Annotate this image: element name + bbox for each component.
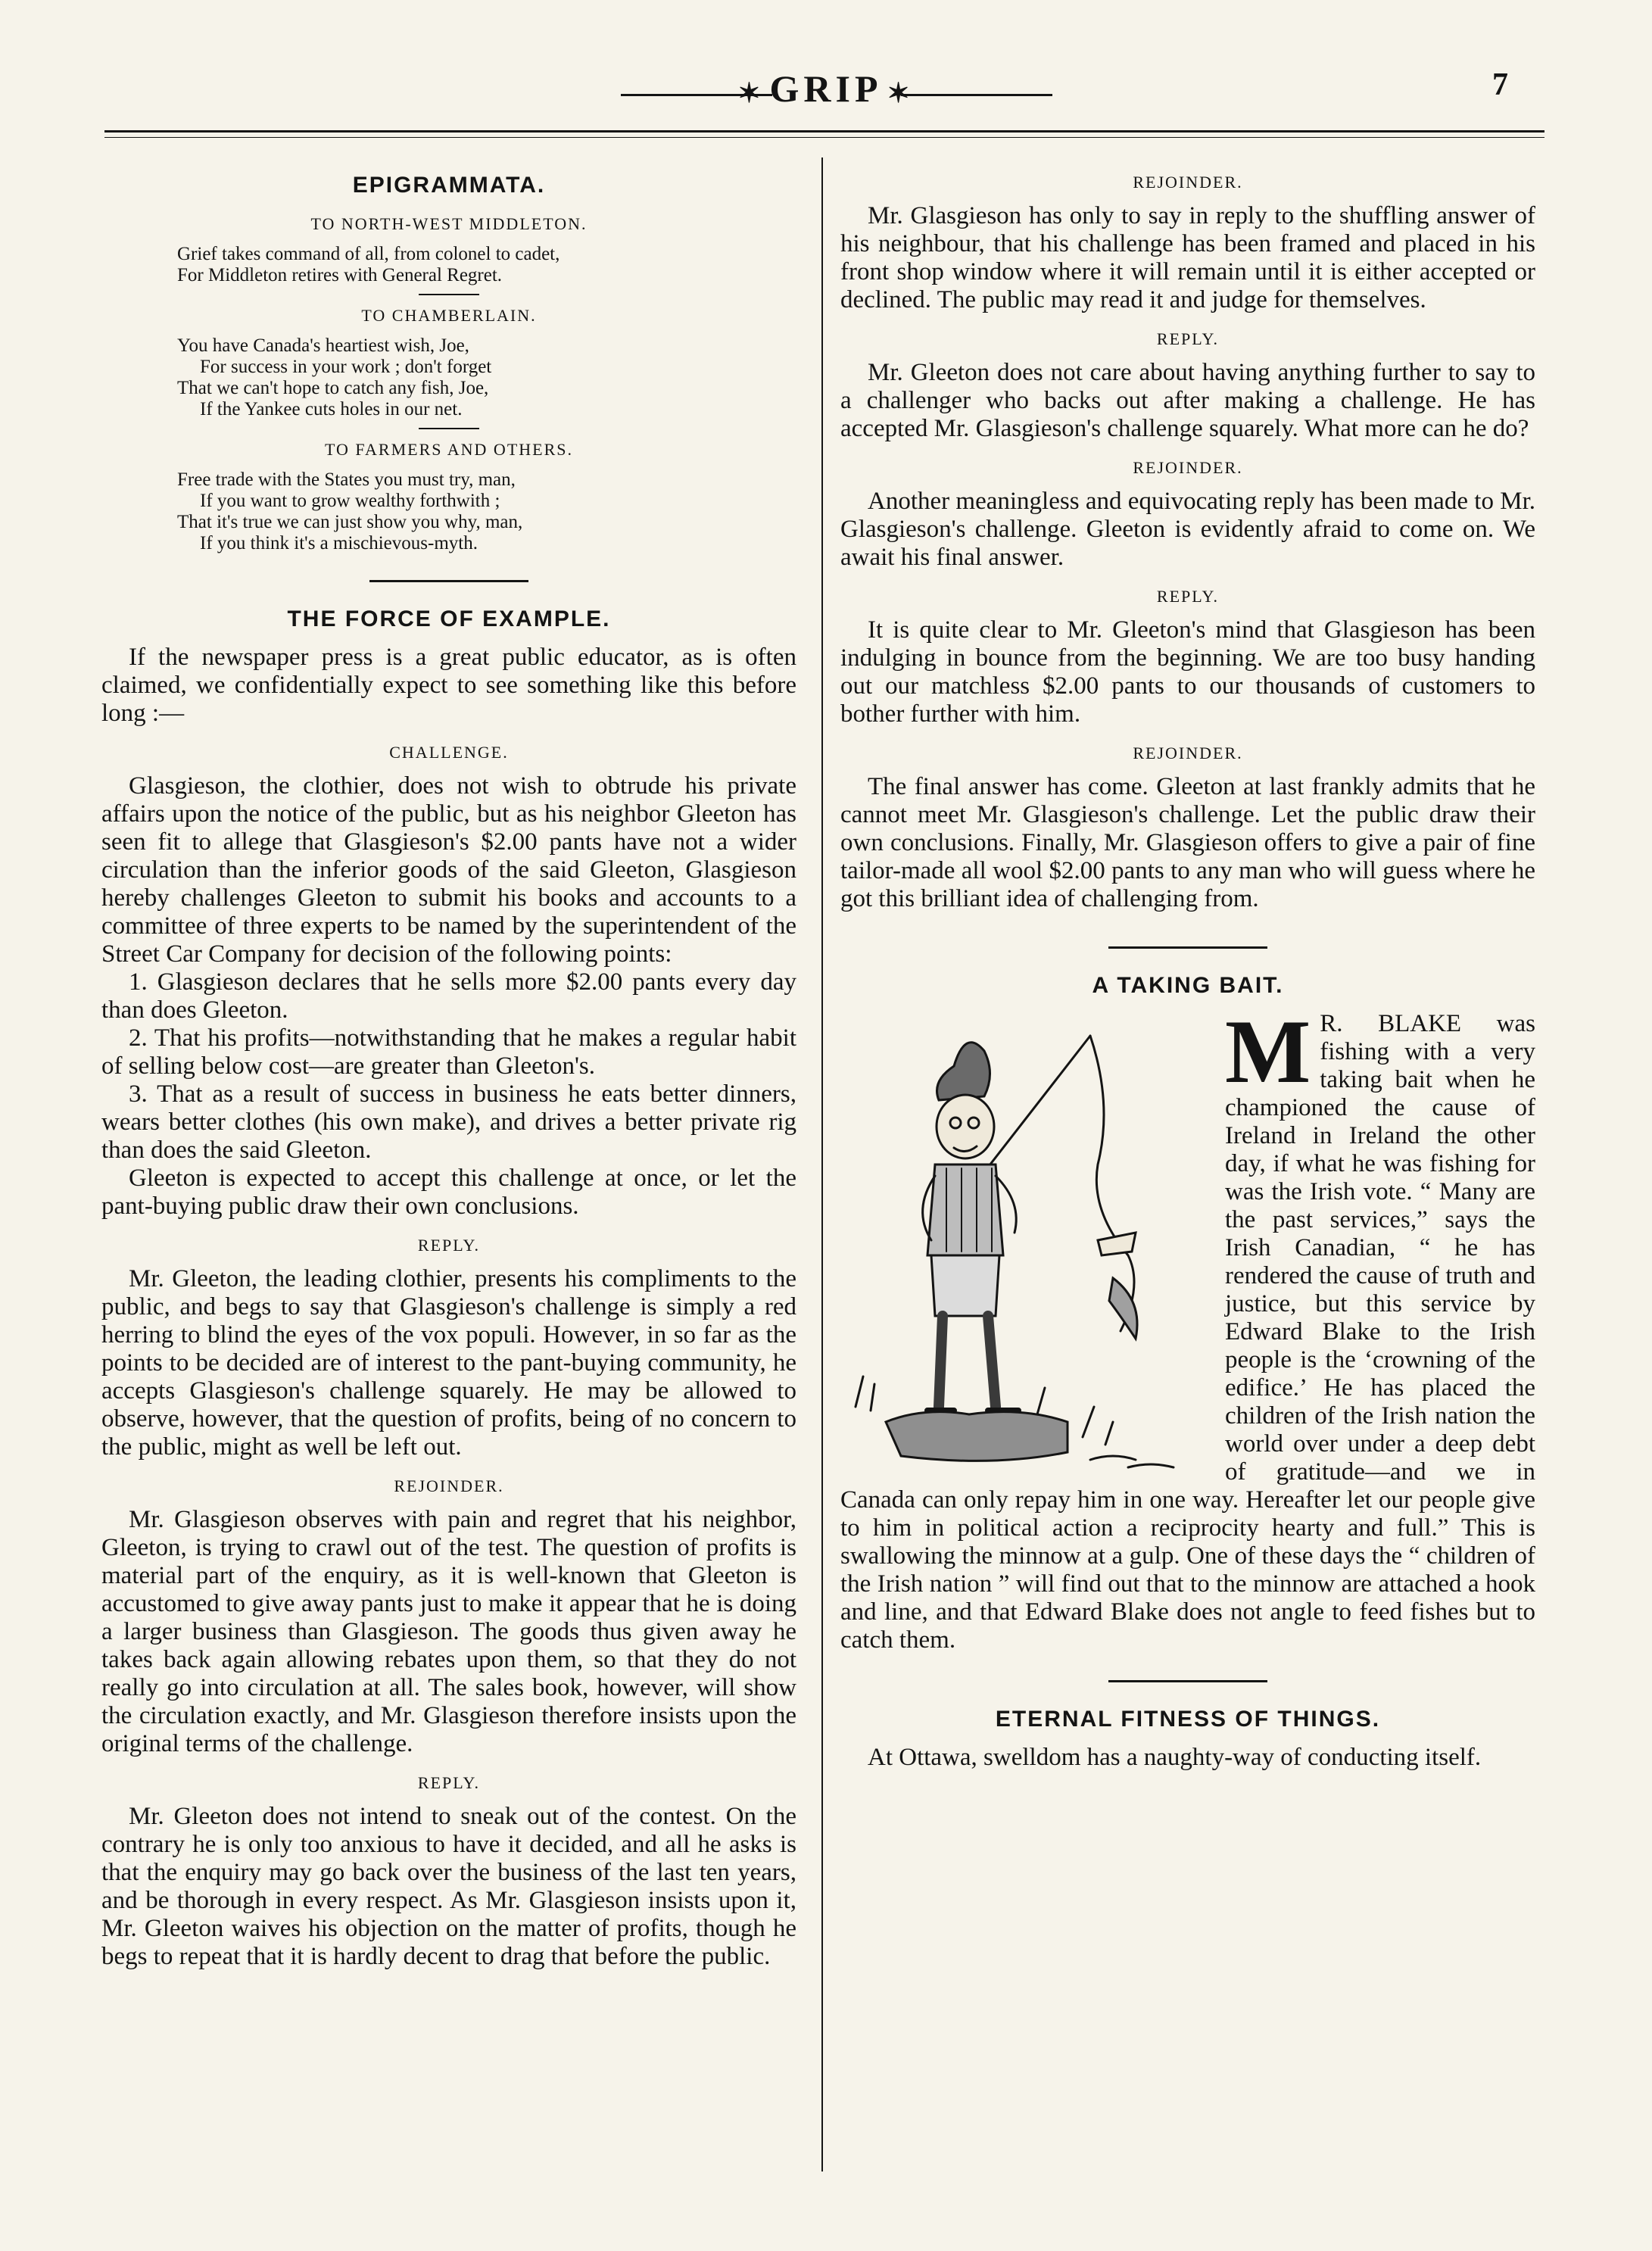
divider xyxy=(419,428,479,429)
poem-line: If you want to grow wealthy forthwith ; xyxy=(200,491,500,511)
right-column xyxy=(840,168,1535,1772)
paragraph: Mr. Glasgieson observes with pain and regret that his neighbor, Gleeton, is trying to crawl out of the test. The question of profits is material part of the enquiry, as it is well-known that Gleeton is accustomed to give away pants just to make it appear that he is doing a larger business than Glasgieson. The goods thus given away he takes back again allowing rebates upon them, so that they do not really go into circulation at all. The sales book, however, will show the circulation exactly, and Mr. Glasgieson therefore insists upon the original terms of the challenge. xyxy=(101,1506,796,1757)
paragraph: Mr. Glasgieson has only to say in reply to the shuffling answer of his neighbour, that his challenge has been framed and placed in his front shop window where it will remain until it is either accepted or declined. The public may read it and judge for themselves. xyxy=(840,202,1535,313)
star-icon: ✶ xyxy=(887,77,915,108)
force-of-example-title: THE FORCE OF EXAMPLE. xyxy=(287,606,611,631)
reply-heading: REPLY. xyxy=(417,1773,481,1792)
poem xyxy=(101,335,796,420)
paragraph: 2. That his profits—notwithstanding that he makes a regular habit of selling below cost—are greater than Gleeton's. xyxy=(101,1024,796,1080)
section-divider xyxy=(1108,946,1267,949)
taking-bait-title: A TAKING BAIT. xyxy=(1092,973,1284,998)
divider xyxy=(419,294,479,295)
poem-line: Free trade with the States you must try, man, xyxy=(177,469,516,490)
section-divider xyxy=(1108,1680,1267,1682)
poem-line: For success in your work ; don't forget xyxy=(200,357,492,377)
poem-line: If the Yankee cuts holes in our net. xyxy=(200,399,463,419)
paragraph: Gleeton is expected to accept this challenge at once, or let the pant-buying public draw their own conclusions. xyxy=(101,1164,796,1220)
fisherman-illustration xyxy=(840,1013,1211,1475)
rejoinder-heading: REJOINDER. xyxy=(1133,173,1243,192)
paragraph: Mr. Gleeton does not intend to sneak out of the contest. On the contrary he is only too anxious to have it decided, and all he asks is that the enquiry may go back over the business of the last ten years, and be thorough in every respect. As Mr. Glasgieson insists upon it, Mr. Gleeton waives his objection on the matter of profits, though he begs to repeat that it is hardly decent to drag that before the public. xyxy=(101,1803,796,1970)
paragraph: R. BLAKE was fishing with a very taking bait when he championed the cause of Ireland in Ireland the other day, if what he was fishing for was the Irish vote. “ Many are the past services,” says the Irish Canadian, “ he has rendered the cause of truth and justice, but this service by Edward Blake to the Irish people is the ‘crowning of the edifice.’ He has placed the children of the Irish nation the world over under a deep debt of gratitude—and we in Canada can only repay him in one way. Hereafter let our people give to him in political action a reciprocity hearty and full.” This is swallowing the minnow at a gulp. One of these days the “ children of the Irish nation ” will find out that to the minnow are attached a hook and line, and that Edward Blake does not angle to feed fishes but to catch them. xyxy=(840,1010,1535,1654)
paragraph: It is quite clear to Mr. Gleeton's mind that Glasgieson has been indulging in bounce from the beginning. We are too busy handing out our matchless $2.00 pants to our thousands of customers to bother further with him. xyxy=(840,616,1535,728)
header-rule-thin xyxy=(104,137,1544,138)
poem xyxy=(101,469,796,554)
poem xyxy=(101,244,796,286)
poem-heading: TO NORTH-WEST MIDDLETON. xyxy=(310,214,588,233)
poem-line: That we can't hope to catch any fish, Joe, xyxy=(177,378,489,398)
rejoinder-heading: REJOINDER. xyxy=(1133,458,1243,477)
paragraph: Mr. Gleeton does not care about having anything further to say to a challenger who backs out after making a challenge. He has accepted Mr. Glasgieson's challenge squarely. What more can he do? xyxy=(840,359,1535,442)
reply-heading: REPLY. xyxy=(1156,587,1220,606)
paragraph: Mr. Gleeton, the leading clothier, presents his compliments to the public, and begs to say that Glasgieson's challenge is simply a red herring to blind the eyes of the vox populi. However, in so far as the points to be decided are of interest to the pant-buying community, he accepts Glasgieson's challenge squarely. He may be allowed to observe, however, that the question of profits, being of no concern to the public, might as well be left out. xyxy=(101,1265,796,1461)
poem-line: If you think it's a mischievous-myth. xyxy=(200,533,478,553)
paragraph: Another meaningless and equivocating reply has been made to Mr. Glasgieson's challenge. Gleeton is evidently afraid to come on. We await his final answer. xyxy=(840,488,1535,571)
reply-heading: REPLY. xyxy=(1156,329,1220,348)
poem-line: For Middleton retires with General Regret. xyxy=(177,265,503,285)
poem-line: Grief takes command of all, from colonel to cadet, xyxy=(177,244,560,264)
poem-line: You have Canada's heartiest wish, Joe, xyxy=(177,335,469,356)
paragraph: 1. Glasgieson declares that he sells more $2.00 pants every day than does Gleeton. xyxy=(101,968,796,1024)
paragraph: Glasgieson, the clothier, does not wish to obtrude his private affairs upon the notice of the public, but as his neighbor Gleeton has seen fit to allege that Glasgieson's $2.00 pants have not a wider circulation than the inferior goods of the said Gleeton, Glasgieson hereby challenges Gleeton to submit his books and accounts to a committee of three experts to be named by the superintendent of the Street Car Company for decision of the following points: xyxy=(101,772,796,968)
column-divider xyxy=(821,157,823,2171)
page-number: 7 xyxy=(1492,67,1508,102)
section-divider xyxy=(369,580,528,582)
paragraph: At Ottawa, swelldom has a naughty-way of conducting itself. xyxy=(868,1744,1482,1771)
paragraph: The final answer has come. Gleeton at last frankly admits that he cannot meet Mr. Glasgieson's challenge. Let the public draw their own conclusions. Finally, Mr. Glasgieson offers to give a pair of fine tailor-made all wool $2.00 pants to any man who will guess where he got this brilliant idea of challenging from. xyxy=(840,773,1535,912)
star-icon: ✶ xyxy=(737,77,765,108)
reply-heading: REPLY. xyxy=(417,1236,481,1255)
paragraph: 3. That as a result of success in business he eats better dinners, wears better clothes (his own make), and drives a better private rig than does the said Gleeton. xyxy=(101,1080,796,1164)
poem-heading: TO CHAMBERLAIN. xyxy=(361,306,537,325)
epigrammata-title: EPIGRAMMATA. xyxy=(352,173,546,198)
page-header xyxy=(0,67,1652,112)
rejoinder-heading: REJOINDER. xyxy=(394,1476,504,1495)
masthead xyxy=(0,67,1652,111)
eternal-fitness-title: ETERNAL FITNESS OF THINGS. xyxy=(995,1707,1381,1732)
intro-paragraph: If the newspaper press is a great public educator, as is often claimed, we confidentially expect to see something like this before long :— xyxy=(101,644,796,727)
drop-cap: M xyxy=(1225,1001,1311,1102)
poem-heading: TO FARMERS AND OTHERS. xyxy=(324,440,573,459)
poem-line: That it's true we can just show you why, man, xyxy=(177,512,523,532)
rejoinder-heading: REJOINDER. xyxy=(1133,744,1243,762)
challenge-heading: CHALLENGE. xyxy=(389,743,509,762)
left-column xyxy=(101,167,796,1971)
header-rule xyxy=(104,130,1544,133)
masthead-title: GRIP xyxy=(769,67,883,110)
